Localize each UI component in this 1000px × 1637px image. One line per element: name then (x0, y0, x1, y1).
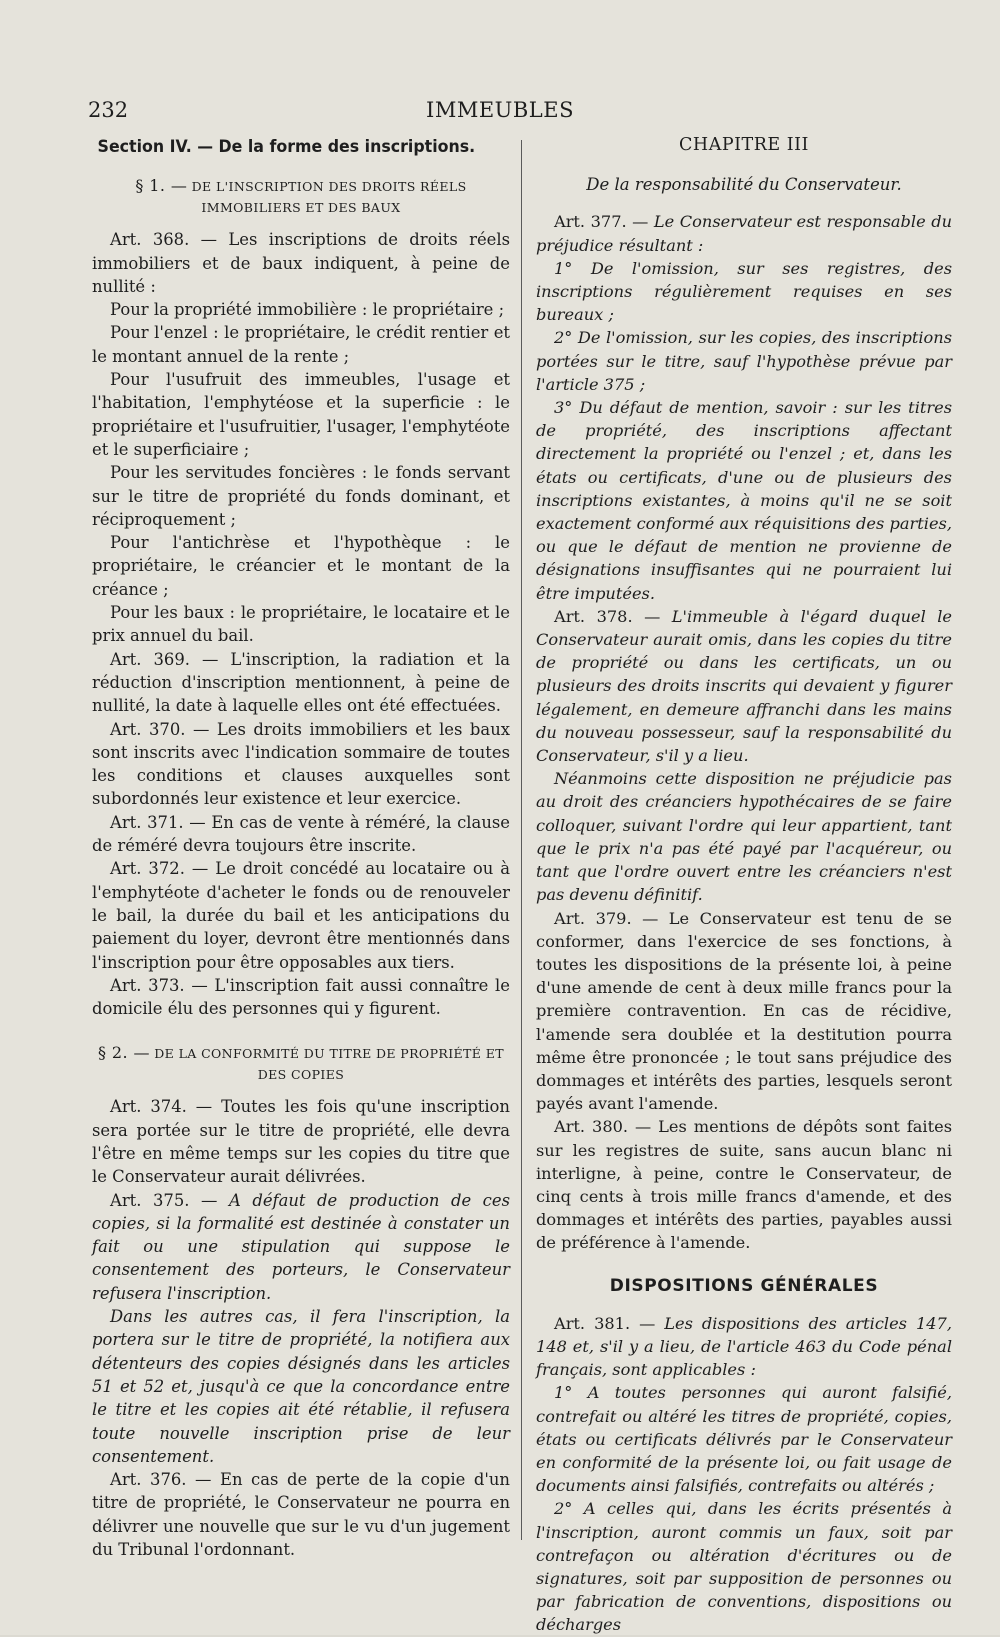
chapter-heading: CHAPITRE III (679, 135, 809, 155)
paragraph-propriete: Pour la propriété immobilière : le propriétaire ; (110, 300, 505, 320)
paragraph-art-374: Art. 374. — Toutes les fois qu'une inscription sera portée sur le titre de propriété, elle devra l'être en même temps sur les copies du titre que le Conservateur aurait délivrées. (92, 1097, 510, 1187)
art-381-label: Art. 381. — (554, 1313, 665, 1333)
dispositions-title: DISPOSITIONS GÉNÉRALES (609, 1275, 879, 1296)
subsection-1-title (92, 175, 510, 218)
subsection-2-number: § 2. — (98, 1043, 150, 1063)
paragraph-art-368: Art. 368. — Les inscriptions de droits réels immobiliers et de baux indiquent, à peine de nullité : (92, 230, 510, 296)
subsection-1-text: DE L'INSCRIPTION DES DROITS RÉELS IMMOBILIERS ET DES BAUX (191, 179, 467, 216)
art-377-item-1: 1° De l'omission, sur ses registres, des inscriptions régulièrement requises en ses bureaux ; (536, 258, 952, 325)
paragraph-art-370: Art. 370. — Les droits immobiliers et les baux sont inscrits avec l'indication sommaire de toutes les conditions et clauses auxquelles sont subordonnés leur existence et leur exercice. (92, 719, 510, 809)
left-column (92, 134, 510, 1561)
paragraph-art-373: Art. 373. — L'inscription fait aussi connaître le domicile élu des personnes qui y figurent. (92, 975, 510, 1019)
running-title: IMMEUBLES (426, 98, 574, 122)
art-381-item-2: 2° A celles qui, dans les écrits présentés à l'inscription, auront commis un faux, soit par contrefaçon ou altération d'écritures ou de signatures, soit par supposition de personnes ou par fabrication de conventions, dispositions ou décharges (536, 1499, 952, 1635)
paragraph-art-379: Art. 379. — Le Conservateur est tenu de se conformer, dans l'exercice de ses fonctions, à toutes les dispositions de la présente loi, à peine d'une amende de cent à deux mille francs pour la première contravention. En cas de récidive, l'amende sera doublée et la destitution pourra même être prononcée ; le tout sans préjudice des dommages et intérêts des parties, lesquels seront payés avant l'amende. (536, 908, 952, 1114)
art-377-item-2: 2° De l'omission, sur les copies, des inscriptions portées sur le titre, sauf l'hypothèse prévue par l'article 375 ; (536, 328, 952, 394)
paragraph-art-375 (92, 1189, 510, 1305)
paragraph-usufruit: Pour l'usufruit des immeubles, l'usage et l'habitation, l'emphytéose et la superficie : le propriétaire et l'usufruitier, l'usager, l'emphytéote et le superficiaire ; (92, 370, 510, 459)
art-375-label: Art. 375. — (110, 1190, 229, 1210)
art-381-text: Les dispositions des articles 147, 148 et, s'il y a lieu, de l'article 463 du Code pénal français, sont applicables : (536, 1313, 953, 1380)
subsection-2-text: DE LA CONFORMITÉ DU TITRE DE PROPRIÉTÉ ET DES COPIES (154, 1046, 504, 1083)
paragraph-art-378 (536, 605, 952, 767)
paragraph-art-377 (536, 210, 952, 256)
page-header (88, 98, 912, 128)
paragraph-servitudes: Pour les servitudes foncières : le fonds servant sur le titre de propriété du fonds dominant, et réciproquement ; (92, 463, 510, 529)
paragraph-art-375-cont: Dans les autres cas, il fera l'inscription, la portera sur le titre de propriété, la notifiera aux détenteurs des copies désignés dans les articles 51 et 52 et, jusqu'à ce que la concordance entre le titre et les copies ait été rétablie, il refusera toute nouvelle inscription prise de leur consentement. (92, 1307, 510, 1466)
paragraph-art-380: Art. 380. — Les mentions de dépôts sont faites sur les registres de suite, sans aucun blanc ni interligne, à peine, contre le Conservateur, de cinq cents à trois mille francs d'amende, et des dommages et intérêts des parties, payables aussi de préférence à l'amende. (536, 1117, 952, 1253)
art-375-text: A défaut de production de ces copies, si la formalité est destinée à constater un fait ou une stipulation qui suppose le consentement des porteurs, le Conservateur refusera l'inscription. (92, 1190, 510, 1303)
paragraph-art-372: Art. 372. — Le droit concédé au locataire ou à l'emphytéote d'acheter le fonds ou de renouveler le bail, la durée du bail et les anticipations du paiement du loyer, devront être mentionnés dans l'inscription pour être opposables aux tiers. (92, 859, 510, 972)
paragraph-art-381 (536, 1312, 952, 1382)
paragraph-art-369: Art. 369. — L'inscription, la radiation et la réduction d'inscription mentionnent, à peine de nullité, la date à laquelle elles ont été effectuées. (92, 649, 510, 716)
right-column (536, 134, 952, 1637)
art-378-label: Art. 378. — (554, 606, 672, 626)
paragraph-enzel: Pour l'enzel : le propriétaire, le crédit rentier et le montant annuel de la rente ; (92, 323, 510, 366)
subsection-2-title (92, 1042, 510, 1085)
art-381-item-1: 1° A toutes personnes qui auront falsifié, contrefait ou altéré les titres de propriété, copies, états ou certificats délivrés par le Conservateur en conformité de la présente loi, ou fait usage de documents ainsi falsifiés, contrefaits ou altérés ; (536, 1383, 952, 1496)
section-title: Section IV. — De la forme des inscriptions. (97, 137, 476, 157)
chapter-subtitle: De la responsabilité du Conservateur. (586, 175, 902, 195)
paragraph-art-376: Art. 376. — En cas de perte de la copie d'un titre de propriété, le Conservateur ne pourra en délivrer une nouvelle que sur le vu d'un jugement du Tribunal l'ordonnant. (92, 1470, 510, 1560)
paragraph-baux: Pour les baux : le propriétaire, le locataire et le prix annuel du bail. (92, 603, 510, 646)
subsection-1-number: § 1. — (135, 176, 188, 196)
art-377-text: Le Conservateur est responsable du préjudice résultant : (536, 212, 952, 255)
left-paragraphs (92, 228, 510, 1020)
art-377-label: Art. 377. — (554, 212, 654, 232)
art-377-item-3: 3° Du défaut de mention, savoir : sur les titres de propriété, des inscriptions affectant directement la propriété ou l'enzel ; et, dans les états ou certificats, d'une ou de plusieurs des inscriptions existantes, à moins qu'il ne se soit exactement conformé aux réquisitions des parties, ou que le défaut de mention ne provienne de désignations insuffisantes qui ne pourraient lui être imputées. (536, 398, 952, 603)
column-divider (521, 140, 522, 1540)
paragraph-antichrese: Pour l'antichrèse et l'hypothèque : le propriétaire, le créancier et le montant de la créance ; (92, 533, 510, 599)
paragraph-art-378-cont: Néanmoins cette disposition ne préjudicie pas au droit des créanciers hypothécaires de se faire colloquer, suivant l'ordre qui leur appartient, tant que le prix n'a pas été payé par l'acquéreur, ou tant que l'ordre ouvert entre les créanciers n'est pas devenu définitif. (536, 769, 952, 905)
spacer (92, 1020, 510, 1034)
paragraph-art-371: Art. 371. — En cas de vente à réméré, la clause de réméré devra toujours être inscrite. (92, 812, 510, 856)
art-378-text: L'immeuble à l'égard duquel le Conservateur aurait omis, dans les copies du titre de propriété ou dans les certificats, un ou plusieurs des droits inscrits qui devaient y figurer légalement, en demeure affranchi dans les mains du nouveau possesseur, sauf la responsabilité du Conservateur, s'il y a lieu. (536, 606, 952, 766)
page-number: 232 (88, 98, 129, 122)
